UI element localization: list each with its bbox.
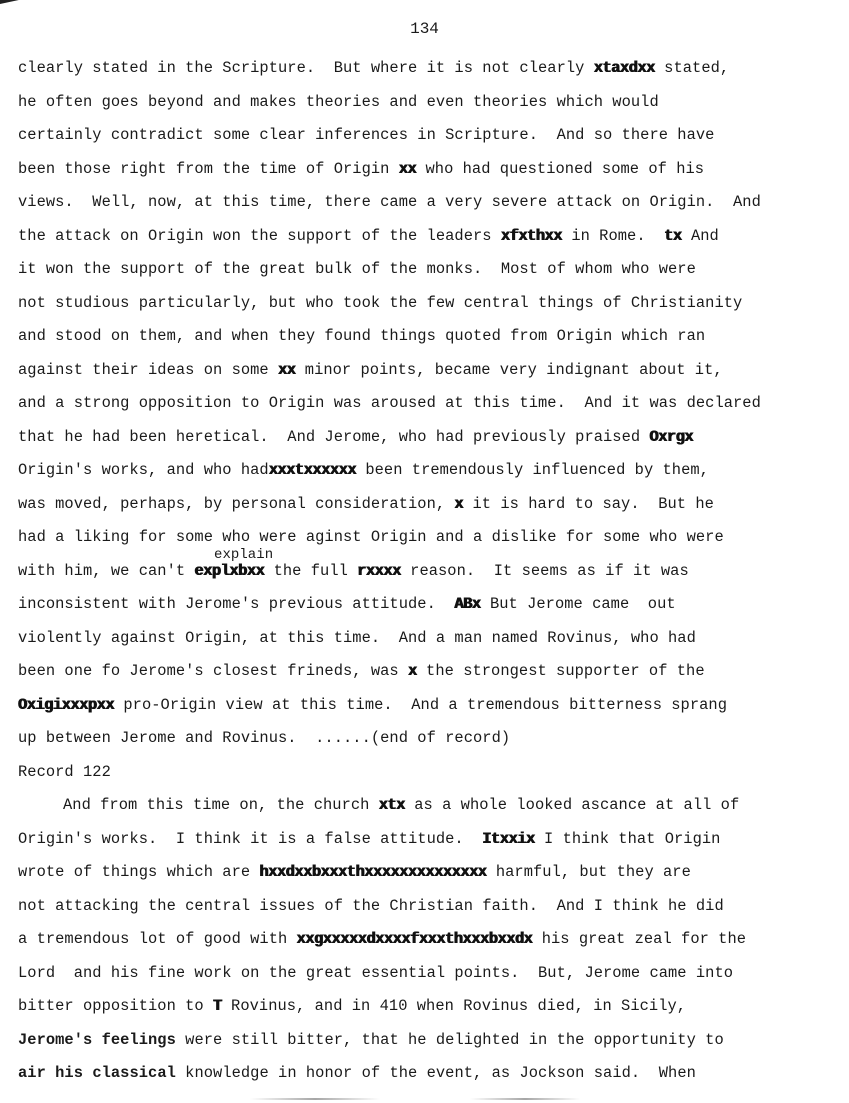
text-line: [18, 357, 844, 391]
text-line: [18, 223, 844, 257]
struck-out-text: Oxrgx: [649, 427, 694, 446]
text-segment: been tremendously influenced by them,: [356, 461, 709, 479]
text-line: [18, 457, 844, 491]
struck-out-text: T: [213, 997, 222, 1015]
text-line: [18, 692, 844, 726]
text-segment: Record 122: [18, 762, 111, 781]
struck-out-text: xxgxxxxxdxxxxfxxxthxxxbxxdx: [296, 930, 533, 948]
struck-out-text: xx: [398, 159, 417, 178]
text-line: [18, 759, 844, 793]
text-segment: inconsistent with Jerome's previous attitude.: [18, 595, 455, 613]
text-segment: been those right from the time of Origin: [18, 159, 399, 178]
text-line: [18, 390, 844, 424]
text-segment: And: [681, 226, 719, 245]
text-segment: [83, 1064, 92, 1082]
text-line: [18, 893, 844, 927]
struck-out-text: xx: [278, 360, 296, 379]
text-segment: as a whole looked ascance at all of: [404, 796, 740, 814]
text-segment: knowledge in honor of the event, as Jockson said. When: [175, 1064, 696, 1082]
text-segment: Origin's works. I think it is a false attitude.: [18, 829, 483, 848]
text-segment: violently against Origin, at this time. And a man named Rovinus, who had: [18, 628, 696, 647]
text-line: [18, 1060, 844, 1094]
text-line: [18, 926, 844, 960]
text-segment: the full: [264, 561, 358, 580]
struck-out-text: ABx: [454, 595, 481, 613]
text-segment: stated,: [654, 59, 730, 77]
struck-out-text: x: [454, 494, 464, 513]
struck-out-text: rxxxx: [357, 561, 401, 580]
text-segment: pro-Origin view at this time. And a tremendous bitterness sprang: [114, 695, 727, 714]
text-line: [18, 491, 844, 525]
text-segment: in Rome.: [562, 226, 665, 245]
text-segment: with him, we can't: [18, 561, 195, 580]
struck-out-text: Oxigixxxpxx: [18, 695, 115, 714]
text-segment: who had questioned some of his: [416, 159, 705, 178]
text-segment: and a strong opposition to Origin was aroused at this time. And it was declared: [18, 394, 761, 412]
struck-out-text: hxxdxxbxxxthxxxxxxxxxxxxxx: [259, 863, 487, 881]
text-line: [18, 625, 844, 659]
text-line: [18, 826, 844, 860]
text-line: [18, 89, 844, 123]
text-line: [18, 424, 844, 458]
text-segment: was moved, perhaps, by personal consideration,: [18, 494, 455, 513]
text-segment: his great zeal for the: [532, 930, 747, 948]
text-line: [18, 189, 844, 223]
text-segment: it is hard to say. But he: [463, 494, 714, 513]
struck-out-text: tx: [664, 226, 682, 245]
text-segment: minor points, became very indignant about it,: [295, 360, 723, 379]
text-line: [18, 546, 844, 592]
text-segment: had a liking for some who were aginst Origin and a dislike for some who were: [18, 528, 724, 546]
text-segment: reason. It seems as if it was: [400, 561, 689, 580]
text-segment: it won the support of the great bulk of the monks. Most of whom who were: [18, 260, 696, 278]
text-line: [18, 156, 844, 190]
text-segment: a tremendous lot of good with: [18, 930, 297, 948]
struck-out-text: xtaxdxx: [593, 59, 655, 77]
text-line: [18, 1027, 844, 1061]
page-number: 134: [410, 20, 439, 38]
text-segment: up between Jerome and Rovinus. ......(end of record): [18, 729, 511, 747]
text-segment: were still bitter, that he delighted in the opportunity to: [175, 1030, 724, 1049]
text-segment: bitter opposition to: [18, 997, 214, 1015]
struck-out-text: explxbxx: [194, 561, 265, 580]
text-segment: certainly contradict some clear inferences in Scripture. And so there have: [18, 126, 715, 144]
text-segment: against their ideas on some: [18, 360, 279, 379]
text-segment: been one fo Jerome's closest frineds, was: [18, 662, 409, 680]
text-segment: Origin's works, and who had: [18, 461, 269, 479]
text-line: [18, 859, 844, 893]
scan-artifact: [470, 1098, 580, 1100]
struck-out-text: x: [408, 662, 417, 680]
text-segment: he often goes beyond and makes theories and even theories which would: [18, 92, 659, 111]
interlinear-correction: explain: [214, 546, 274, 563]
text-segment: clearly stated in the Scripture. But where it is not clearly: [18, 59, 594, 77]
text-line: [18, 290, 844, 324]
text-line: [18, 591, 844, 625]
typewritten-text-block: [18, 55, 844, 1094]
struck-out-text: xfxthxx: [500, 226, 563, 245]
bold-text-segment: Jerome's feelings: [18, 1030, 176, 1049]
text-line: [18, 792, 844, 826]
text-segment: And from this time on, the church: [63, 796, 379, 814]
text-line: [18, 122, 844, 156]
struck-out-text: xtx: [378, 796, 405, 814]
scan-artifact: [250, 1098, 380, 1100]
text-line: [18, 256, 844, 290]
text-segment: Rovinus, and in 410 when Rovinus died, in Sicily,: [221, 997, 687, 1015]
text-line: [18, 993, 844, 1027]
text-segment: that he had been heretical. And Jerome, who had previously praised: [18, 427, 650, 446]
struck-out-text: Itxxix: [482, 829, 535, 848]
text-segment: harmful, but they are: [486, 863, 691, 881]
struck-out-text: xxxtxxxxxx: [268, 461, 357, 479]
text-segment: views. Well, now, at this time, there came a very severe attack on Origin. And: [18, 193, 761, 211]
bold-text-segment: classical: [92, 1064, 176, 1082]
text-segment: Lord and his fine work on the great essential points. But, Jerome came into: [18, 963, 734, 982]
text-segment: wrote of things which are: [18, 863, 260, 881]
text-line: [18, 524, 844, 558]
text-line: [18, 960, 844, 994]
text-segment: not attacking the central issues of the Christian faith. And I think he did: [18, 896, 724, 915]
text-segment: not studious particularly, but who took the few central things of Christianity: [18, 293, 743, 312]
corner-mark: [0, 0, 20, 4]
text-segment: the strongest supporter of the: [416, 662, 705, 680]
text-line: [18, 658, 844, 692]
text-line: [18, 323, 844, 357]
text-segment: and stood on them, and when they found things quoted from Origin which ran: [18, 327, 706, 345]
bold-text-segment: air his: [18, 1064, 84, 1082]
text-segment: the attack on Origin won the support of the leaders: [18, 226, 501, 245]
text-segment: I think that Origin: [534, 829, 721, 848]
text-line: [18, 725, 844, 759]
text-line: [18, 55, 844, 89]
text-segment: But Jerome came out: [480, 595, 676, 613]
